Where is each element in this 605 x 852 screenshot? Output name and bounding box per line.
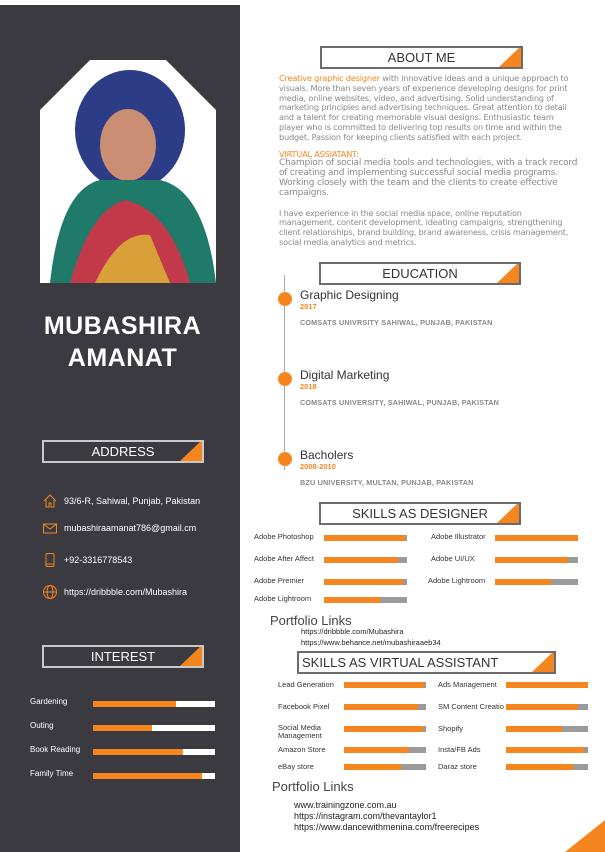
portfolio-heading: Portfolio Links [270,613,352,628]
portfolio-link[interactable]: https://www.behance.net/mubashiraaeb34 [301,638,441,647]
education-heading [319,262,521,285]
skill-bar [324,535,407,541]
home-icon [42,493,58,509]
name-first: MUBASHIRA [43,312,202,340]
interest-label: Gardening [30,697,68,706]
phone-text: +92-3316778543 [64,555,133,565]
contact-address [42,493,200,509]
portfolio-heading: Portfolio Links [272,779,354,794]
email-text[interactable]: mubashiraamanat786@gmail.cm [64,523,197,533]
about-text [279,74,579,248]
skill-bar-fill [324,597,380,603]
corner-triangle [497,502,519,523]
skill-bar-fill [324,579,403,585]
skill-bar [506,764,588,770]
skill-bar [93,701,215,707]
skill-label: SM Content Creatio [438,702,504,711]
skill-bar-fill [495,535,578,541]
skill-bar-fill [495,557,568,563]
corner-triangle [499,46,521,67]
skill-bar-fill [93,749,183,755]
contact-phone [42,552,132,568]
skill-bar [506,747,588,753]
skill-bar [93,749,215,755]
address-heading [42,440,204,463]
portfolio-link[interactable]: https://instagram.com/thevantaylor1 [294,811,437,821]
education-year: 2017 [300,302,317,311]
education-school: COMSATS UNIVRSITY SAHIWAL, PUNJAB, PAKISTAN [300,318,493,327]
skill-bar-fill [93,701,176,707]
skill-bar-fill [506,726,562,732]
education-heading-label: EDUCATION [382,266,458,281]
skill-label: Ads Management [438,680,497,689]
about-lead: Creative graphic designer [279,73,380,83]
skill-bar [506,682,588,688]
interest-label: Family Time [30,769,74,778]
skill-bar-fill [506,764,573,770]
timeline-dot [278,452,292,466]
skill-bar [344,747,426,753]
skill-bar [495,535,578,541]
va-heading: VIRTUAL ASSIATANT: [279,148,359,159]
designer-skills-heading-label: SKILLS AS DESIGNER [352,506,488,521]
skill-label: Social Media Management [278,723,322,740]
about-heading [320,46,523,69]
interest-label: Outing [30,721,54,730]
corner-triangle [180,645,202,666]
skill-bar-fill [344,704,418,710]
portfolio-link[interactable]: https://www.dancewithmenina.com/freerecipes [294,822,480,832]
corner-decoration [565,820,605,852]
interest-label: Book Reading [30,745,81,754]
skill-bar-fill [324,557,398,563]
about-p3: I have experience in the social media space, online reputation management, content development, ideating campaigns, strengthening client relationships, brand building, brand awareness, crisis management, social media analytics and metrics. [279,207,569,247]
about-p2: Champion of social media tools and technologies, with a track record of creating and implementing successful social media programs. Working closely with the team and the clients to create effective campaigns. [279,158,578,198]
education-title: Graphic Designing [300,288,399,302]
skill-bar-fill [344,764,401,770]
address-heading-label: ADDRESS [91,444,155,459]
phone-icon [42,552,58,568]
va-skills-heading-label: SKILLS AS VIRTUAL ASSISTANT [302,655,499,670]
skill-bar [344,682,426,688]
education-school: COMSATS UNIVERSITY, SAHIWAL, PUNJAB, PAKISTAN [300,398,500,407]
skill-label: Adobe After Affect [254,554,314,563]
timeline-dot [278,372,292,386]
skill-bar-fill [495,579,551,585]
interest-heading-label: INTEREST [90,649,156,664]
corner-triangle [532,651,554,672]
contact-website[interactable] [42,584,187,600]
profile-name [0,310,245,374]
skill-bar [506,704,588,710]
education-year: 2008-2010 [300,462,336,471]
skill-label: Adobe Illustrator [431,532,486,541]
skill-label: Adobe UI/UX [431,554,475,563]
corner-triangle [497,262,519,283]
va-skills-heading [297,651,556,674]
skill-bar-fill [93,773,202,779]
name-last: AMANAT [67,344,178,372]
skill-bar [495,557,578,563]
skill-label: eBay store [278,762,314,771]
interest-heading [42,645,204,668]
skill-bar-fill [344,747,409,753]
skill-bar-fill [93,725,152,731]
portfolio-link[interactable]: https://dribbble.com/Mubashira [301,627,404,636]
skill-label: Shopify [438,724,464,733]
skill-bar [324,597,407,603]
skill-bar [324,557,407,563]
skill-bar-fill [506,747,584,753]
skill-label: Adobe Premier [254,576,305,585]
skill-bar [93,773,215,779]
corner-triangle [180,440,202,461]
skill-bar-fill [506,682,588,688]
education-title: Digital Marketing [300,368,390,382]
skill-bar [324,579,407,585]
skill-label: Adobe Photoshop [254,532,314,541]
skill-label: Insta/FB Ads [438,745,481,754]
website-link[interactable]: https://dribbble.com/Mubashira [64,587,188,597]
skill-bar [344,704,426,710]
profile-photo [40,60,216,283]
education-title: Bacholers [300,448,354,462]
skill-bar-fill [506,704,578,710]
skill-label: Facebook Pixel [278,702,330,711]
skill-label: Amazon Store [278,745,326,754]
skill-bar [344,726,426,732]
globe-icon [42,584,58,600]
skill-bar-fill [344,726,423,732]
skill-bar [506,726,588,732]
timeline-dot [278,292,292,306]
portfolio-link[interactable]: www.trainingzone.com.au [294,800,397,810]
skill-label: Adobe Lightroom [428,576,486,585]
about-heading-label: ABOUT ME [387,50,456,65]
education-school: BZU UNIVERSITY, MULTAN, PUNJAB, PAKISTAN [300,478,474,487]
about-p1: with innovative ideas and a unique approach to visuals. More than seven years of experience developing designs for print media, online websites, video, and advertising. Solid understanding of marketing principles and advertising techniques. Great attention to detail and a talent for creating memorable visual designs. Enthusiastic team player who is committed to delivering top results on time and within the budget. Passion for keeping clients satisfied with each project. [279,73,569,142]
contact-email[interactable] [42,520,196,536]
mail-icon [42,520,58,536]
skill-label: Lead Generation [278,680,334,689]
address-text: 93/6-R, Sahiwal, Punjab, Pakistan [64,496,201,506]
skill-bar [93,725,215,731]
skill-bar-fill [324,535,405,541]
skill-bar-fill [344,682,424,688]
skill-label: Adobe Lightroom [254,594,312,603]
skill-bar [495,579,578,585]
designer-skills-heading [319,502,521,525]
skill-bar [344,764,426,770]
skill-label: Daraz store [438,762,477,771]
education-year: 2018 [300,382,317,391]
